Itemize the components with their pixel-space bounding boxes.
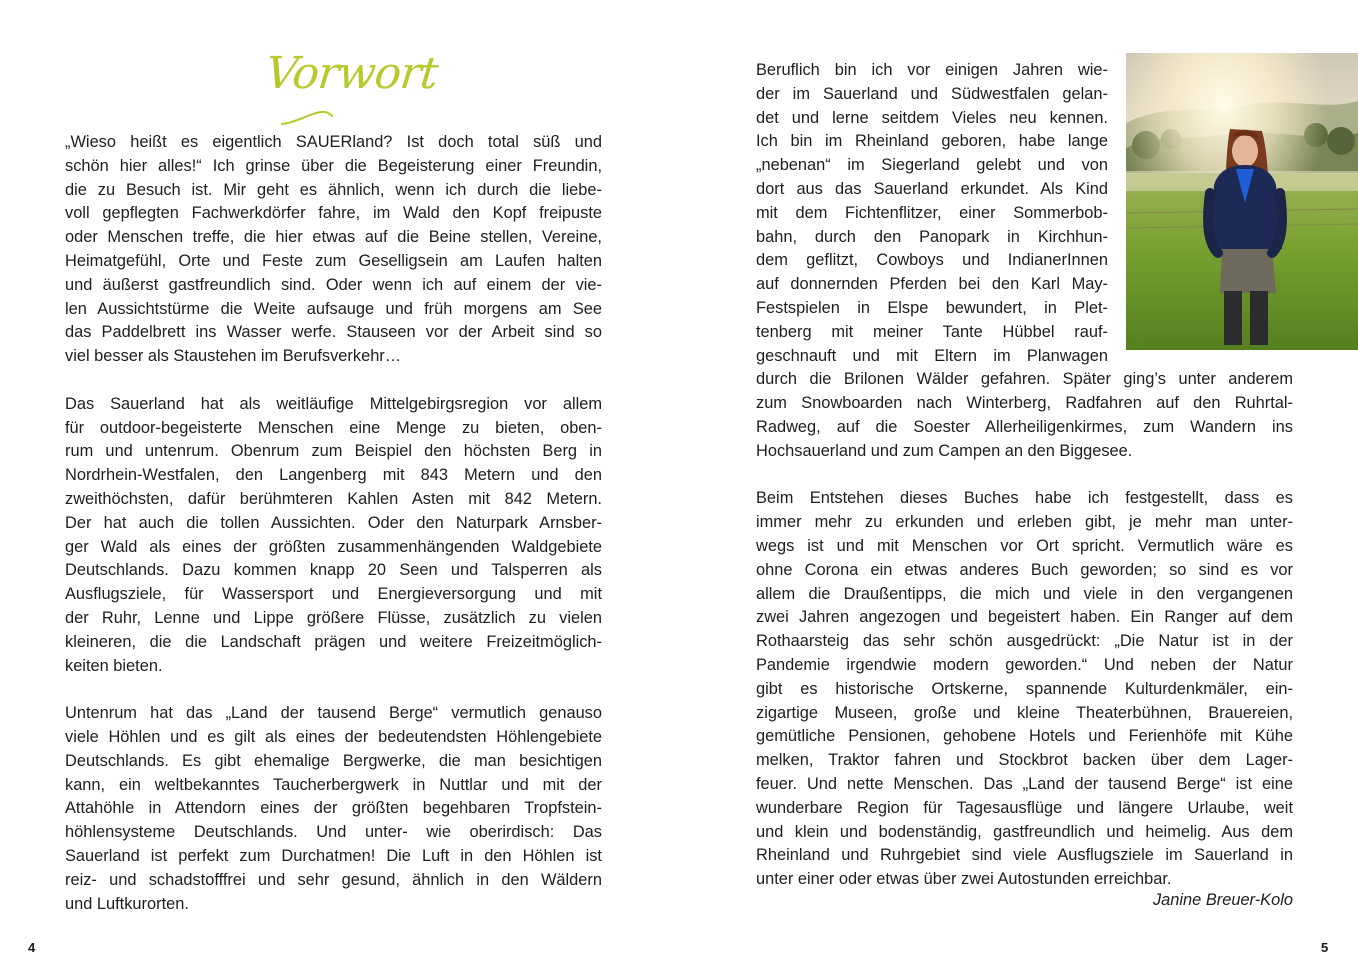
text-line: Deutschlands. Es gibt ehemalige Bergwerke, die man besichtigen (65, 751, 602, 770)
text-line: dort aus das Sauerland erkundet. Als Kind (756, 179, 1108, 198)
text-line: mit dem Fichtenflitzer, einer Sommerbob- (756, 203, 1108, 222)
text-line: viel besser als Staustehen im Berufsverkehr… (65, 347, 402, 366)
page-title: Vorwort (263, 48, 440, 99)
text-line: unter einer oder etwas über zwei Autostunden erreichbar. (756, 870, 1172, 889)
text-line: und klein und bodenständig, gastfreundlich und heimelig. Aus dem (756, 822, 1293, 841)
text-line: len Aussichtstürme die Weite aufsauge und früh morgens am See (65, 299, 602, 318)
text-line: wunderbare Region für Tagesausflüge und längere Urlaube, weit (756, 798, 1293, 817)
text-line: Nordrhein-Westfalen, den Langenberg mit 843 Metern und den (65, 466, 602, 485)
text-line: Festspielen in Elspe bewundert, in Plet- (756, 298, 1108, 317)
text-line: Deutschlands. Dazu kommen knapp 20 Seen und Talsperren als (65, 561, 602, 580)
text-line: allem die Draußentipps, die mich und viele in den vergangenen (756, 584, 1293, 603)
left-body-text (65, 131, 602, 916)
text-line: „nebenan“ im Siegerland gelebt und von (756, 156, 1108, 175)
text-line: durch die Brilonen Wälder gefahren. Später ging’s unter anderem (756, 370, 1293, 389)
heading-vorwort (262, 44, 440, 128)
text-line: der Ruhr, Lenne und Lippe größere Flüsse, zusätzlich zu vielen (65, 608, 602, 627)
text-line: „Wieso heißt es eigentlich SAUERland? Ist doch total süß und (65, 133, 602, 151)
text-line: Der hat auch die tollen Aussichten. Oder den Naturpark Arnsber- (65, 513, 602, 532)
text-line: zigartige Museen, große und kleine Theaterbühnen, Brauereien, (756, 703, 1293, 722)
text-line: kann, ein weltbekanntes Taucherbergwerk in Nuttlar und mit der (65, 775, 602, 794)
text-line: Sauerland ist perfekt zum Durchatmen! Die Luft in den Höhlen ist (65, 846, 602, 865)
text-line: Rothaarsteig das sehr schön ausgedrückt: „Die Natur ist in der (756, 632, 1293, 651)
text-line: schön hier alles!“ Ich grinse über die Begeisterung einer Freundin, (65, 156, 602, 175)
text-line: tenberg mit meiner Tante Hübbel rauf- (756, 322, 1108, 341)
text-line: keiten bieten. (65, 656, 163, 675)
text-line: viele Höhlen und es gilt als eines der bedeutendsten Höhlengebiete (65, 727, 602, 746)
text-line: oder Menschen treffe, die hier etwas auf die Beine stellen, Vereine, (65, 228, 602, 247)
text-line: melken, Traktor fahren und Stockbrot backen über dem Lager- (756, 751, 1293, 770)
text-line: auf donnernden Pferden bei den Karl May- (756, 275, 1108, 294)
text-line: Radweg, auf die Soester Allerheiligenkirmes, zum Wandern ins (756, 417, 1293, 436)
paragraph (65, 131, 602, 369)
text-line: det und lerne seitdem Vieles neu kennen. (756, 108, 1108, 127)
text-line: Pandemie irgendwie modern geworden.“ Und neben der Natur (756, 655, 1293, 674)
text-line: die zu Besuch ist. Mir geht es ähnlich, wenn ich durch die liebe- (65, 180, 602, 199)
text-line: Attahöhle in Attendorn eines der größten begehbaren Tropfstein- (65, 799, 602, 818)
text-line: zweithöchsten, dafür berühmteren Kahlen Asten mit 842 Metern. (65, 489, 602, 508)
text-line: der im Sauerland und Südwestfalen gelan- (756, 84, 1108, 103)
text-line: das Paddelbrett ins Wasser werfe. Stauseen vor der Arbeit sind so (65, 323, 602, 342)
page-number-right: 5 (1321, 940, 1329, 955)
text-line: und Luftkurorten. (65, 894, 189, 913)
text-line: gibt es historische Ortskerne, spannende Kulturdenkmäler, ein- (756, 679, 1293, 698)
paragraph (756, 487, 1293, 892)
text-line: Beim Entstehen dieses Buches habe ich festgestellt, dass es (756, 489, 1293, 508)
right-body-text (756, 59, 1293, 892)
text-line: höhlensysteme Deutschlands. Und unter- wie oberirdisch: Das (65, 823, 602, 842)
text-line: wegs ist und mit Menschen vor Ort spricht. Vermutlich wäre es (756, 536, 1293, 555)
text-line: Untenrum hat das „Land der tausend Berge“ vermutlich genauso (65, 704, 602, 723)
text-line: zum Snowboarden nach Winterberg, Radfahren auf den Ruhrtal- (756, 394, 1293, 413)
text-line: Das Sauerland hat als weitläufige Mittelgebirgsregion vor allem (65, 394, 602, 413)
text-line: Ich bin im Rheinland geboren, habe lange (756, 132, 1108, 151)
author-signature: Janine Breuer-Kolo (1152, 891, 1293, 909)
text-line: Heimatgefühl, Orte und Feste zum Geselligsein am Laufen halten (65, 251, 602, 270)
text-line: feuer. Und nette Menschen. Das „Land der tausend Berge“ ist eine (756, 774, 1293, 793)
text-line: kleineren, die die Landschaft prägen und weitere Freizeitmöglich- (65, 632, 602, 651)
text-line: voll gepflegten Fachwerkdörfer fahre, im Wald den Kopf freipuste (65, 204, 602, 223)
text-line: gemütliche Pensionen, gehobene Hotels und Ferienhöfe mit Kühe (756, 727, 1293, 746)
text-line: für outdoor-begeisterte Menschen eine Menge zu bieten, oben- (65, 418, 602, 437)
paragraph (65, 702, 602, 916)
text-line: reiz- und schadstofffrei und sehr gesund, ähnlich in den Wäldern (65, 870, 602, 889)
text-line: ohne Corona ein etwas anderes Buch geworden; so sind es vor (756, 560, 1293, 579)
text-line: dem geflitzt, Cowboys und IndianerInnen (756, 251, 1108, 270)
text-line: Beruflich bin ich vor einigen Jahren wie- (756, 61, 1108, 79)
text-line: Ausflugsziele, für Wassersport und Energieversorgung und mit (65, 585, 602, 604)
text-line: geschnauft und mit Eltern im Planwagen (756, 346, 1108, 365)
text-line: ger Wald als eines der größten zusammenhängenden Waldgebiete (65, 537, 602, 556)
paragraph (65, 393, 602, 679)
text-line: Hochsauerland und zum Campen an den Biggesee. (756, 441, 1133, 460)
paragraph (756, 59, 1293, 464)
page-number-left: 4 (28, 940, 36, 955)
right-page (679, 0, 1358, 974)
text-line: Rheinland und Ruhrgebiet sind viele Ausflugsziele im Sauerland in (756, 846, 1293, 865)
text-line: rum und untenrum. Obenrum zum Beispiel den höchsten Berg in (65, 442, 602, 461)
text-line: und äußerst gastfreundlich sind. Oder wenn ich auf einem der vie- (65, 275, 602, 294)
text-line: zwei Jahren angezogen und begeistert haben. Ein Ranger auf dem (756, 608, 1293, 627)
text-line: bahn, durch den Panopark in Kirchhun- (756, 227, 1108, 246)
text-line: immer mehr zu erkunden und erleben gibt, je mehr man unter- (756, 513, 1293, 532)
